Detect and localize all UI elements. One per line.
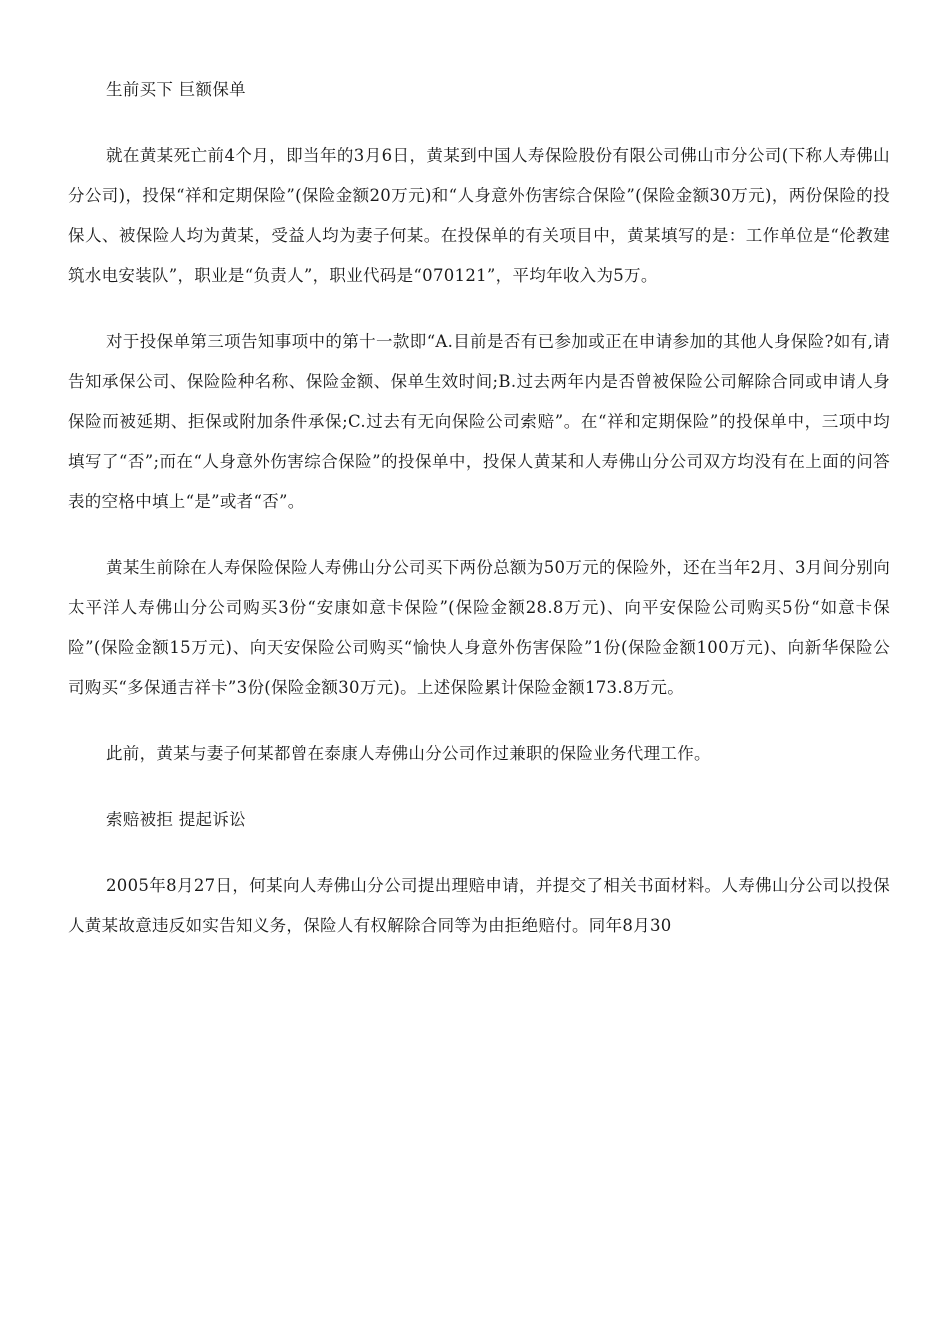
paragraph-agent-work: 此前，黄某与妻子何某都曾在泰康人寿佛山分公司作过兼职的保险业务代理工作。 — [106, 744, 711, 763]
paragraph-claim-rejected: 2005年8月27日，何某向人寿佛山分公司提出理赔申请，并提交了相关书面材料。人寿佛山分公司以投保人黄某故意违反如实告知义务，保险人有权解除合同等为由拒绝赔付。同年8月30 — [68, 876, 890, 935]
document-body — [68, 70, 890, 972]
section-heading-purchase: 生前买下 巨额保单 — [106, 80, 246, 99]
paragraph-other-policies: 黄某生前除在人寿保险保险人寿佛山分公司买下两份总额为50万元的保险外，还在当年2月、3月间分别向太平洋人寿佛山分公司购买3份“安康如意卡保险”(保险金额28.8万元)、向平安保险公司购买5份“如意卡保险”(保险金额15万元)、向天安保险公司购买“愉快人身意外伤害保险”1份(保险金额100万元)、向新华保险公司购买“多保通吉祥卡”3份(保险金额30万元)。上述保险累计保险金额173.8万元。 — [68, 558, 890, 697]
paragraph-policy-purchase: 就在黄某死亡前4个月，即当年的3月6日，黄某到中国人寿保险股份有限公司佛山市分公司(下称人寿佛山分公司)，投保“祥和定期保险”(保险金额20万元)和“人身意外伤害综合保险”(保险金额30万元)，两份保险的投保人、被保险人均为黄某，受益人均为妻子何某。在投保单的有关项目中，黄某填写的是：工作单位是“伦教建筑水电安装队”，职业是“负责人”，职业代码是“070121”，平均年收入为5万。 — [68, 146, 890, 285]
paragraph-disclosure-items: 对于投保单第三项告知事项中的第十一款即“A.目前是否有已参加或正在申请参加的其他人身保险?如有,请告知承保公司、保险险种名称、保险金额、保单生效时间;B.过去两年内是否曾被保险公司解除合同或申请人身保险而被延期、拒保或附加条件承保;C.过去有无向保险公司索赔”。在“祥和定期保险”的投保单中，三项中均填写了“否”;而在“人身意外伤害综合保险”的投保单中，投保人黄某和人寿佛山分公司双方均没有在上面的问答表的空格中填上“是”或者“否”。 — [68, 332, 890, 511]
section-heading-lawsuit: 索赔被拒 提起诉讼 — [106, 810, 246, 829]
